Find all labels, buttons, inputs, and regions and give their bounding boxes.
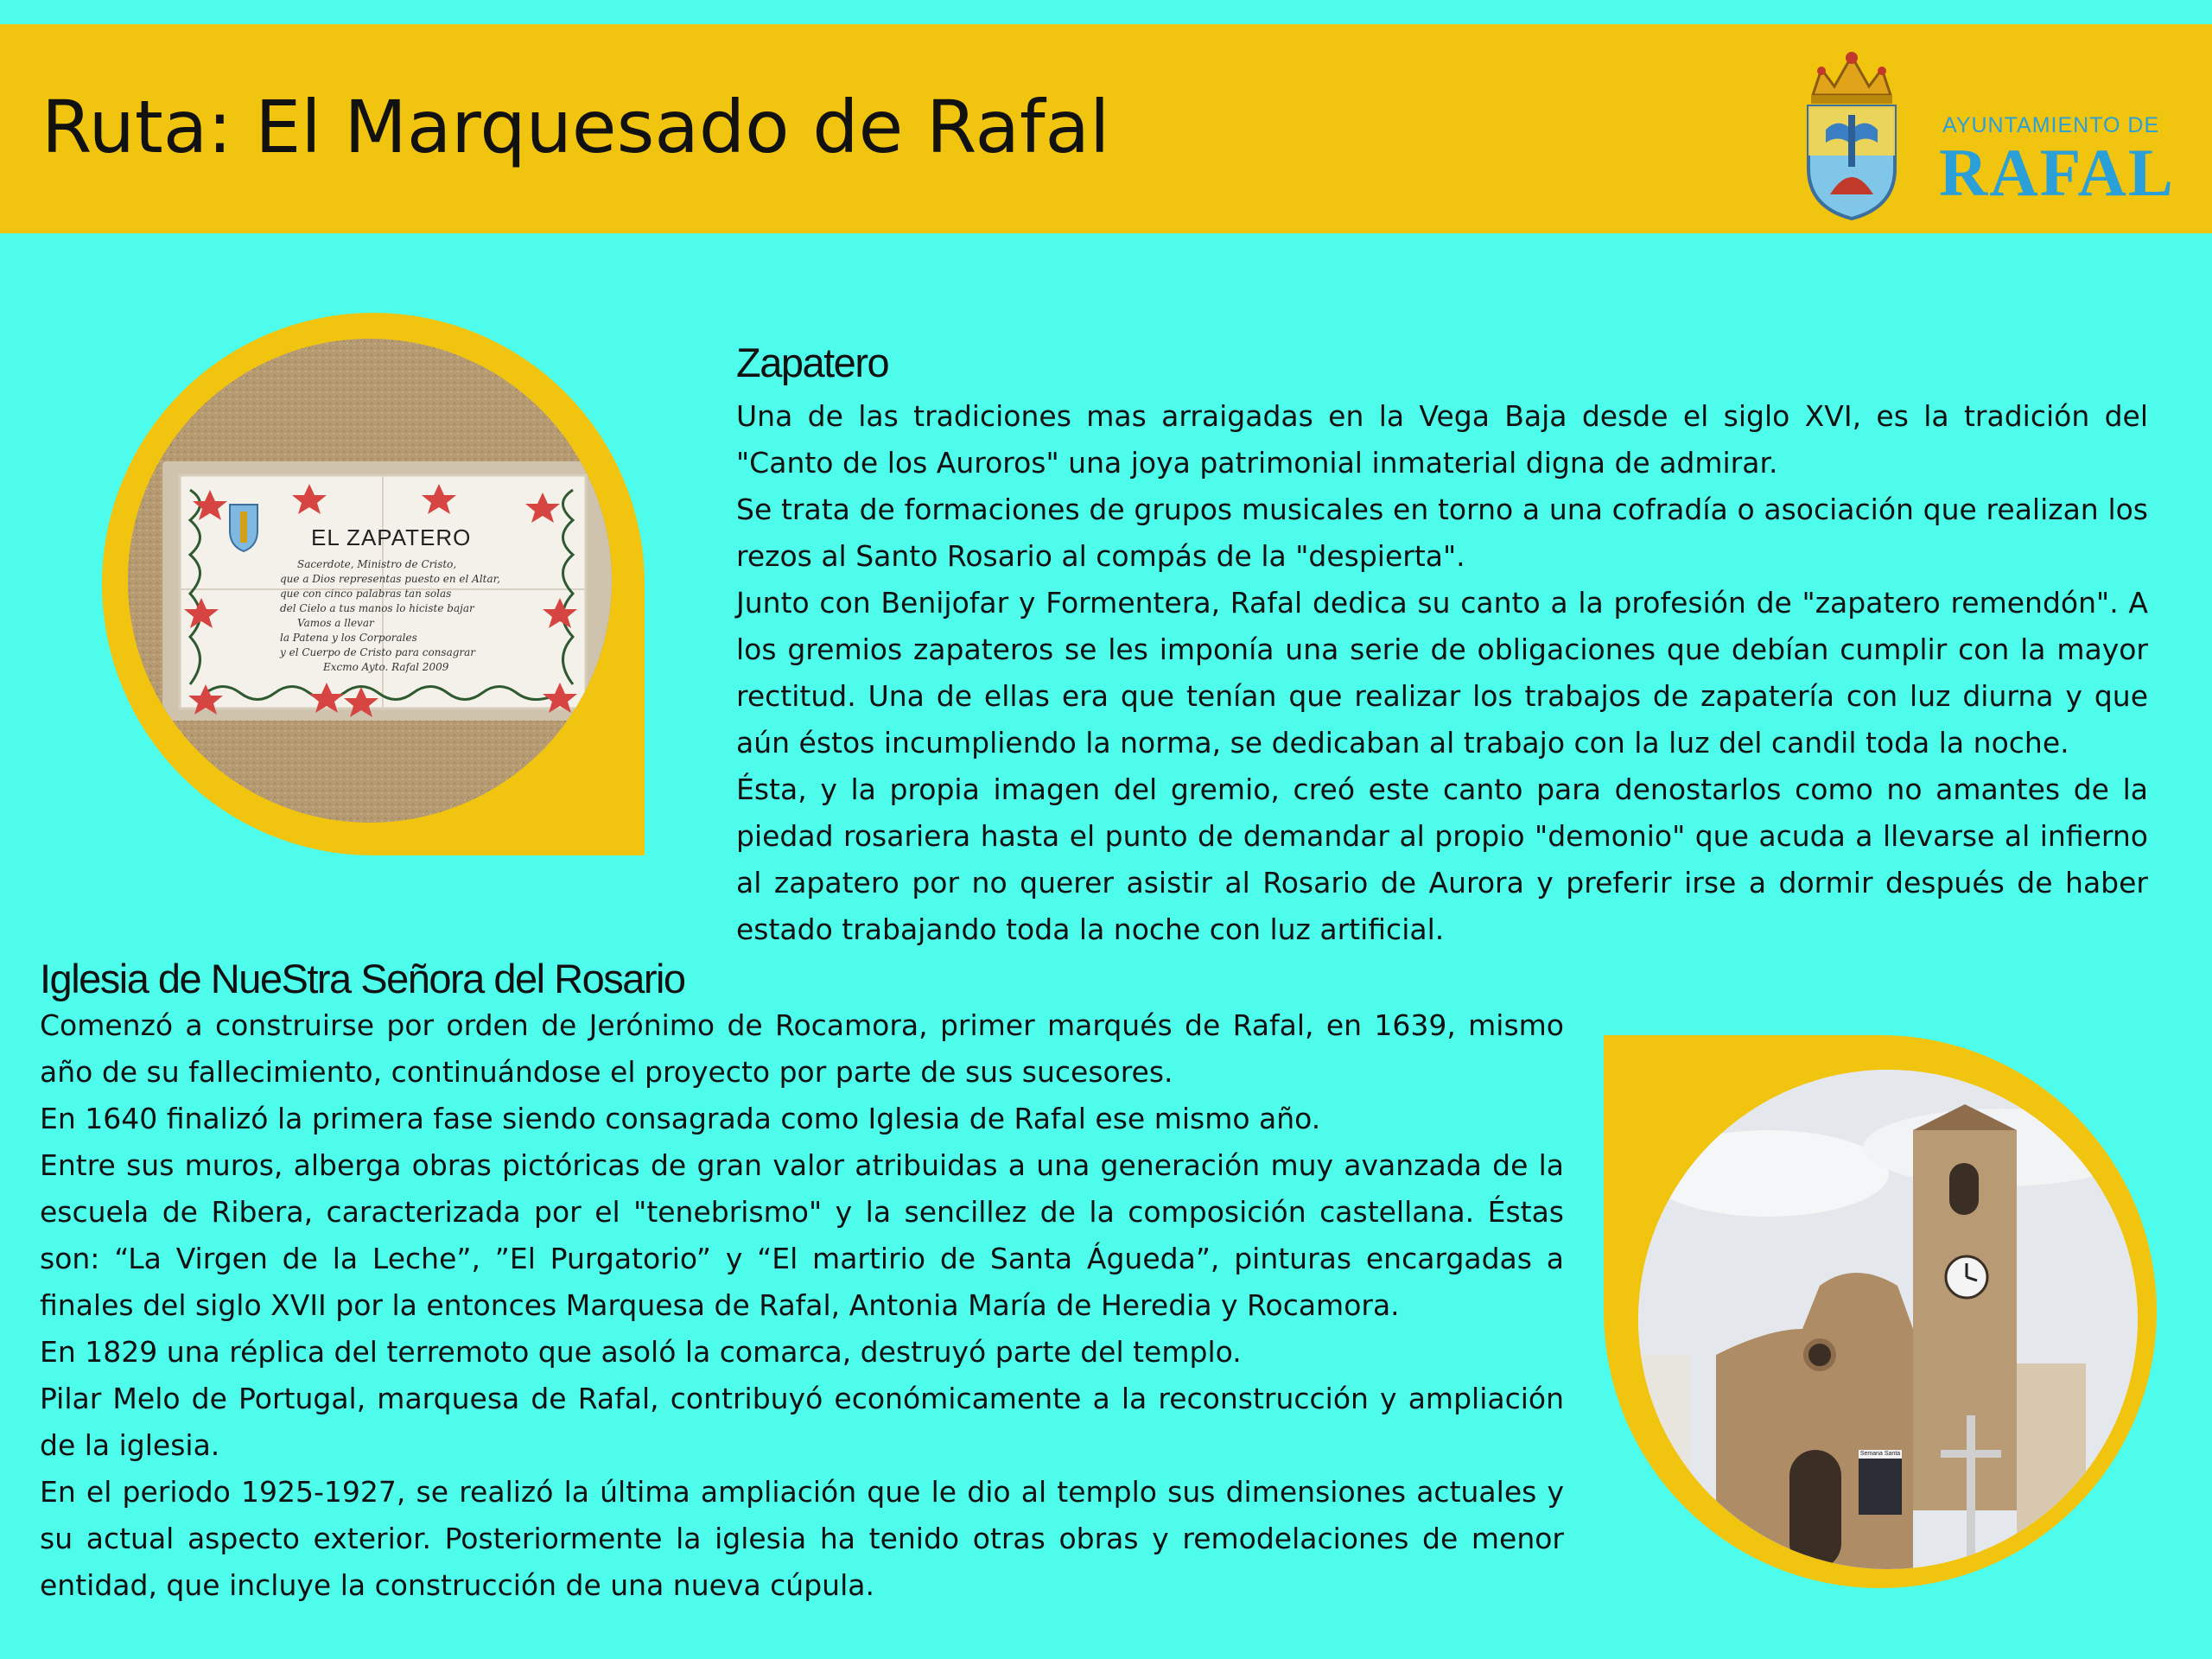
plaque-line: Vamos a llevar	[297, 617, 374, 629]
paragraph: En 1829 una réplica del terremoto que asoló la comarca, destruyó parte del templo.	[40, 1335, 1242, 1369]
plaque-line: Sacerdote, Ministro de Cristo,	[297, 558, 457, 570]
paragraph: Una de las tradiciones mas arraigadas en la Vega Baja desde el siglo XVI, es la tradición del "Canto de los Auroros" una joya patrimonial inmaterial digna de admirar.	[736, 399, 2148, 480]
paragraph: Entre sus muros, alberga obras pictóricas de gran valor atribuidas a una generación muy avanzada de la escuela de Ribera, caracterizada por el "tenebrismo" y la sencillez de la composición castellana. Éstas son: “La Virgen de la Leche”, ”El Purgatorio” y “El martirio de Santa Águeda”, pinturas encargadas a finales del siglo XVII por la entonces Marquesa de Rafal, Antonia María de Heredia y Rocamora.	[40, 1148, 1564, 1322]
iglesia-text	[40, 1002, 1564, 1609]
church-photo-frame	[1604, 1035, 2157, 1588]
plaque-title: EL ZAPATERO	[311, 524, 472, 550]
coat-of-arms-icon	[1796, 48, 1908, 220]
plaque-signature: Excmo Ayto. Rafal 2009	[323, 661, 449, 673]
logo-text-main: RAFAL	[1939, 135, 2175, 210]
plaque-line: la Patena y los Corporales	[280, 632, 417, 644]
zapatero-photo-frame	[102, 313, 645, 855]
plaque-line: que con cinco palabras tan solas	[280, 588, 452, 600]
logo-text-top: AYUNTAMIENTO DE	[1942, 113, 2160, 137]
plaque-line: del Cielo a tus manos lo hiciste bajar	[280, 602, 474, 614]
paragraph: Se trata de formaciones de grupos musicales en torno a una cofradía o asociación que realizan los rezos al Santo Rosario al compás de la "despierta".	[736, 493, 2148, 573]
section-heading-iglesia: Iglesia de NueStra Señora del Rosario	[40, 956, 685, 1001]
page-title: Ruta: El Marquesado de Rafal	[41, 85, 1110, 169]
paragraph: En 1640 finalizó la primera fase siendo consagrada como Iglesia de Rafal ese mismo año.	[40, 1102, 1321, 1135]
zapatero-plaque-photo	[128, 339, 612, 823]
plaque-line: y el Cuerpo de Cristo para consagrar	[280, 646, 476, 658]
church-banner-text: Semana Santa	[1859, 1451, 1901, 1457]
plaque-verse	[280, 557, 539, 675]
paragraph: Pilar Melo de Portugal, marquesa de Rafal, contribuyó económicamente a la reconstrucción y ampliación de la iglesia.	[40, 1382, 1564, 1462]
section-heading-zapatero: Zapatero	[736, 340, 889, 385]
paragraph: Comenzó a construirse por orden de Jerónimo de Rocamora, primer marqués de Rafal, en 1639, mismo año de su fallecimiento, continuándose el proyecto por parte de sus sucesores.	[40, 1008, 1564, 1089]
paragraph: Ésta, y la propia imagen del gremio, creó este canto para denostarlos como no amantes de la piedad rosariera hasta el punto de demandar al propio "demonio" que acuda a llevarse al infierno al zapatero por no querer asistir al Rosario de Aurora y preferir irse a dormir después de haber estado trabajando toda la noche con luz artificial.	[736, 772, 2148, 946]
ayuntamiento-logo	[1796, 48, 2176, 220]
paragraph: En el periodo 1925-1927, se realizó la última ampliación que le dio al templo sus dimensiones actuales y su actual aspecto exterior. Posteriormente la iglesia ha tenido otras obras y remodelaciones de menor entidad, que incluye la construcción de una nueva cúpula.	[40, 1475, 1564, 1602]
church-photo	[1638, 1070, 2138, 1569]
plaque-line: que a Dios representas puesto en el Altar,	[280, 573, 500, 585]
zapatero-text	[736, 393, 2148, 953]
paragraph: Junto con Benijofar y Formentera, Rafal dedica su canto a la profesión de "zapatero remendón". A los gremios zapateros se les imponía una serie de obligaciones que debían cumplir con la mayor rectitud. Una de ellas era que tenían que realizar los trabajos de zapatería con luz diurna y que aún éstos incumpliendo la norma, se dedicaban al trabajo con la luz del candil toda la noche.	[736, 586, 2148, 760]
